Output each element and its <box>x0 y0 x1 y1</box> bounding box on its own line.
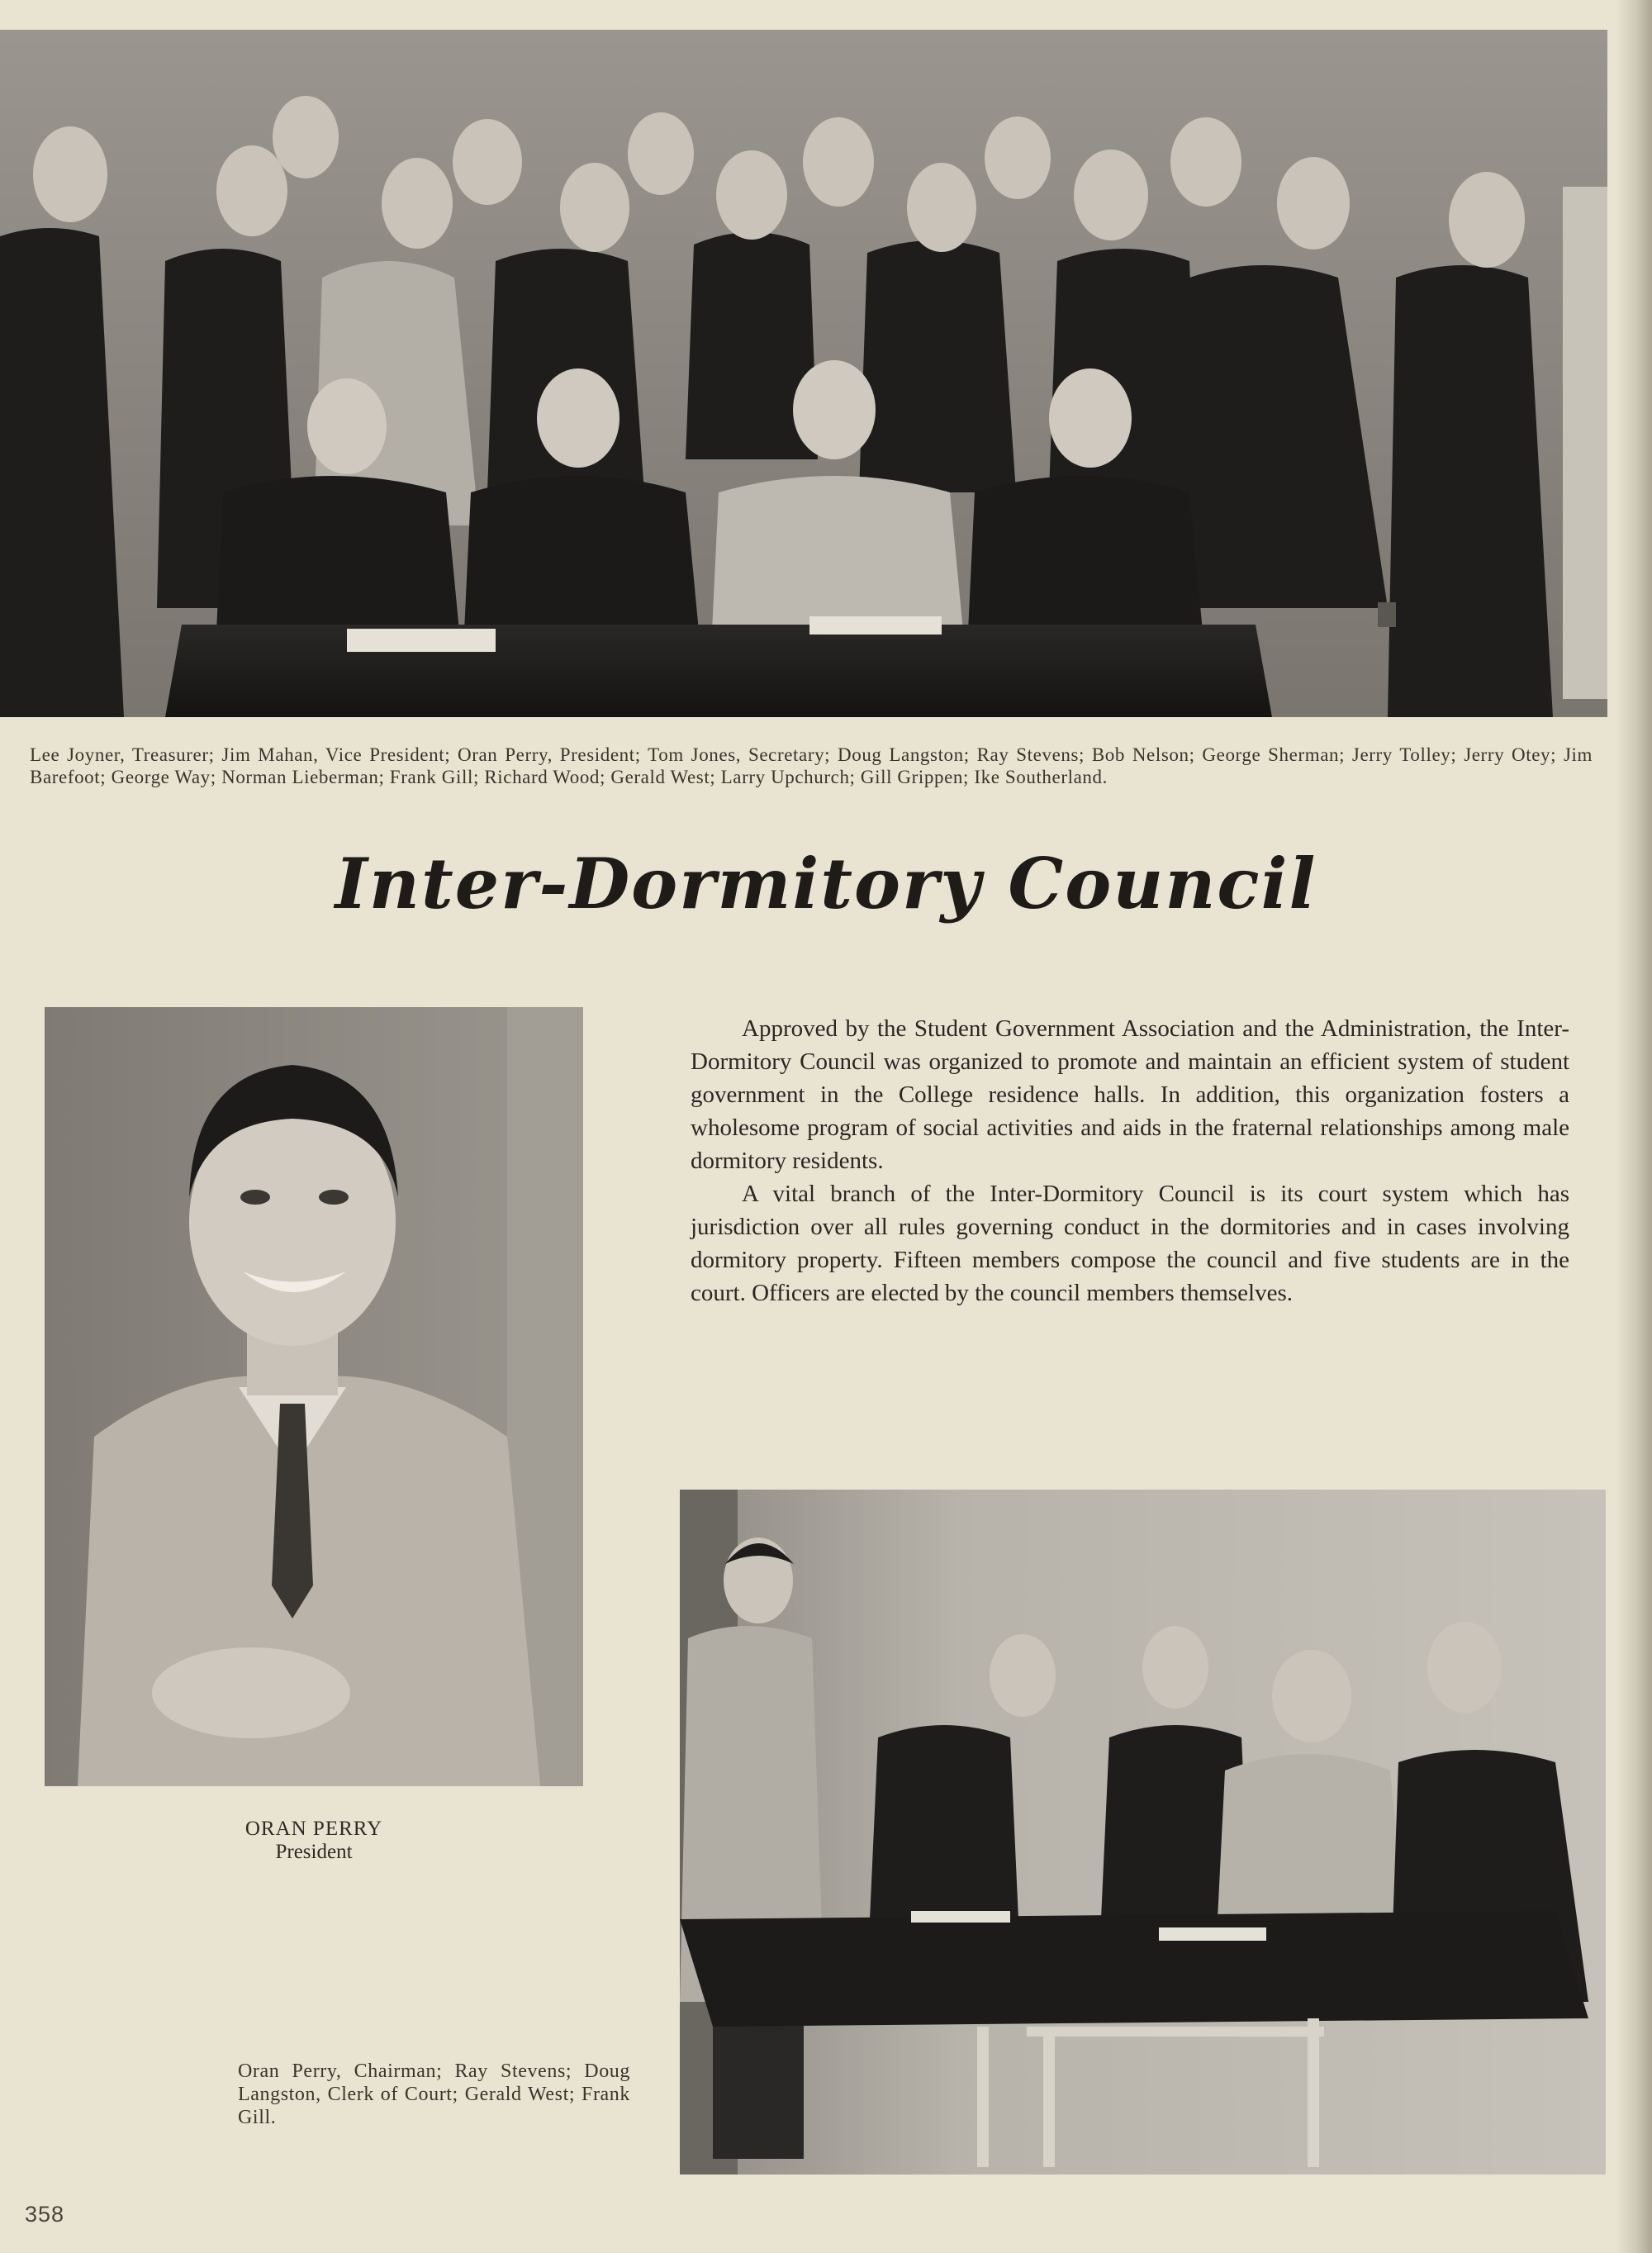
portrait-name: ORAN PERRY <box>244 1818 383 1840</box>
page-title: Inter-Dormitory Council <box>335 843 1317 924</box>
body-paragraph-2: A vital branch of the Inter-Dormitory Council is its court system which has jurisdiction over all rules governing conduct in the dormitories and in cases involving dormitory property. Fifteen members compose the council and five students are in the court. Officers are elected by the council members themselves. <box>691 1181 1569 1306</box>
portrait-photo <box>45 1007 583 1786</box>
portrait-image <box>45 1007 583 1786</box>
body-paragraph-1: Approved by the Student Government Association and the Administration, the Inter-Dormitory Council was organized to promote and maintain an efficient system of student government in the College residence halls. In addition, this organization fosters a wholesome program of social activities and aids in the fraternal relationships among male dormitory residents. <box>691 1015 1569 1174</box>
group-photo-caption: Lee Joyner, Treasurer; Jim Mahan, Vice President; Oran Perry, President; Tom Jones, Secretary; Doug Langston; Ray Stevens; Bob Nelson; George Sherman; Jerry Tolley; Jerry Otey; Jim Barefoot; George Way; Norman Lieberman; Frank Gill; Richard Wood; Gerald West; Larry Upchurch; Gill Grippen; Ike Southerland. <box>30 744 1593 787</box>
group-photo-image <box>0 30 1607 717</box>
court-photo-image <box>680 1490 1606 2175</box>
page-number: 358 <box>25 2202 65 2227</box>
group-photo <box>0 30 1607 717</box>
court-photo <box>680 1490 1606 2175</box>
body-text <box>691 1012 1569 1309</box>
portrait-caption <box>45 1818 583 1864</box>
court-photo-caption: Oran Perry, Chairman; Ray Stevens; Doug Langston, Clerk of Court; Gerald West; Frank Gill. <box>238 2060 630 2128</box>
page-gutter-shadow <box>1616 0 1652 2253</box>
portrait-role: President <box>275 1841 353 1863</box>
